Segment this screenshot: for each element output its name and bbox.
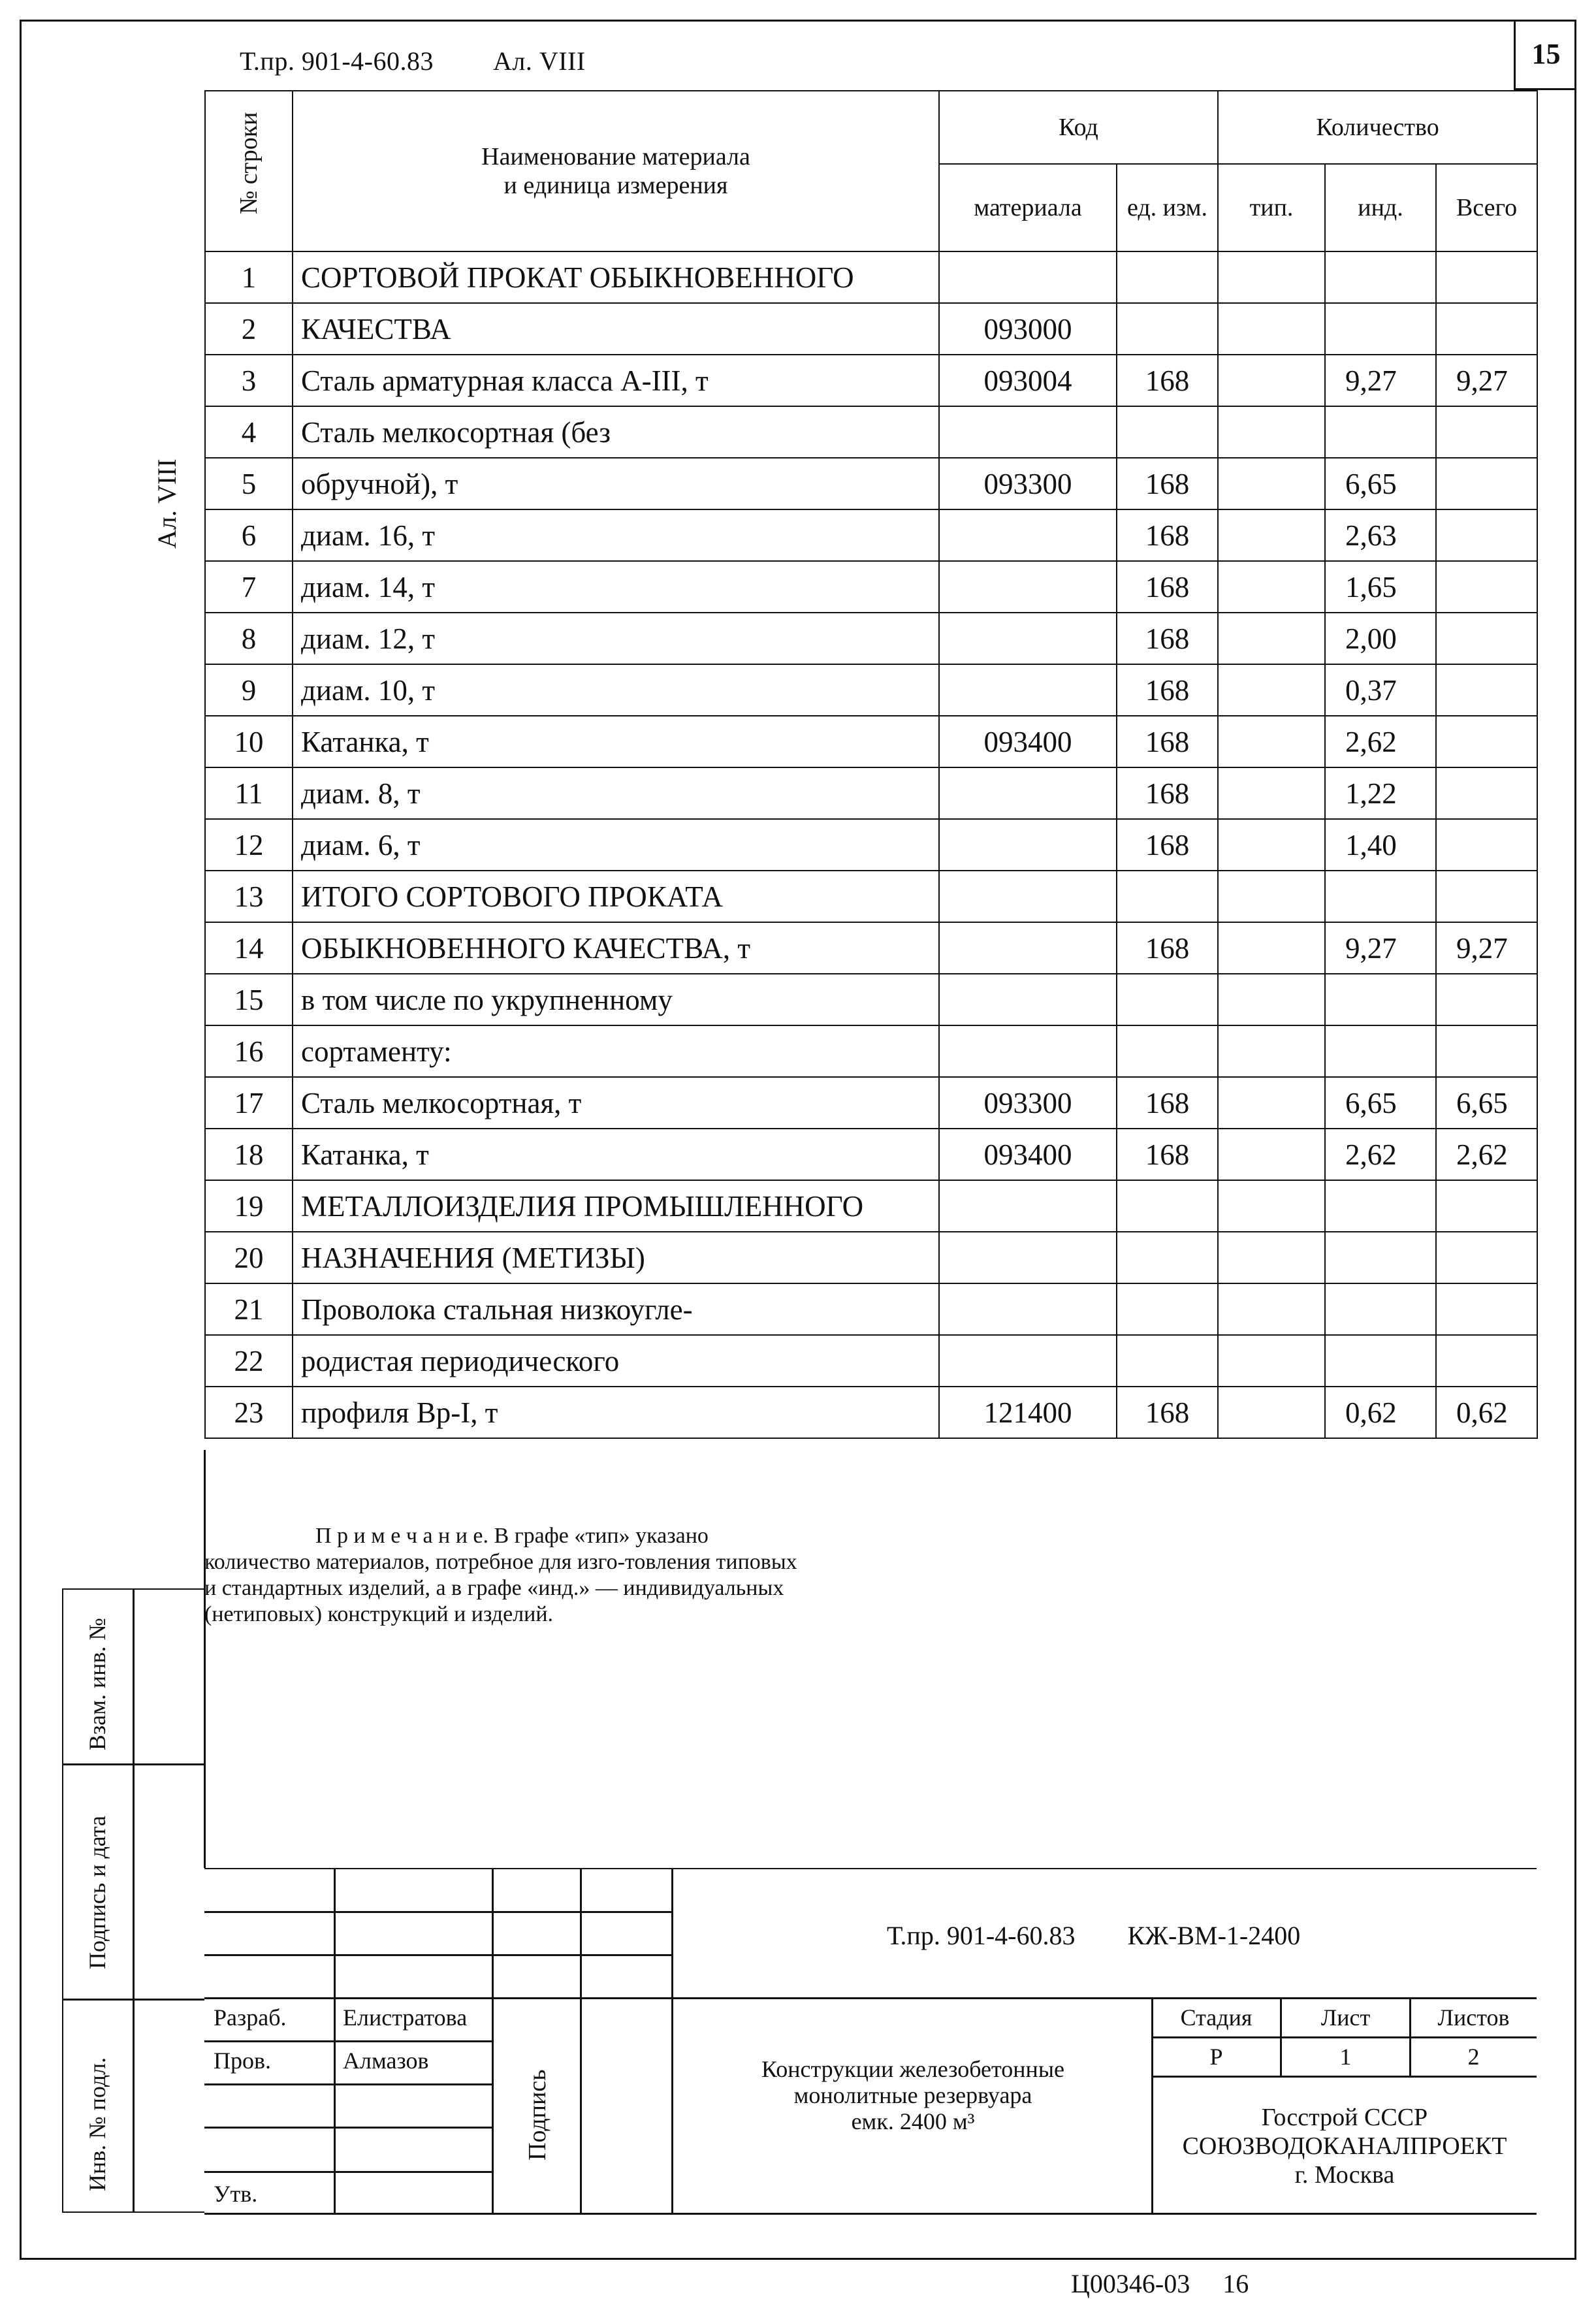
table-row — [205, 406, 1537, 458]
material-code-cell — [939, 509, 1117, 561]
qty-type-cell — [1218, 509, 1325, 561]
material-name-cell: диам. 10, т — [293, 664, 939, 716]
qty-type-cell — [1218, 1387, 1325, 1438]
material-name-cell: Катанка, т — [293, 716, 939, 767]
row-number-cell: 3 — [205, 355, 293, 406]
doc-ref: Т.пр. 901-4-60.83 — [240, 46, 434, 76]
material-name-cell: СОРТОВОЙ ПРОКАТ ОБЫКНОВЕННОГО — [293, 251, 939, 303]
qty-total-cell: 9,27 — [1436, 355, 1537, 406]
unit-code-cell — [1117, 1335, 1218, 1387]
row-number-cell: 18 — [205, 1129, 293, 1180]
project-title: Конструкции железобетонные монолитные резервуара емк. 2400 м³ — [761, 2056, 1064, 2134]
qty-total-cell — [1436, 819, 1537, 871]
side-stamp-vertical — [133, 1588, 135, 2213]
row-number-cell: 21 — [205, 1283, 293, 1335]
qty-type-cell — [1218, 871, 1325, 922]
inv-podl-label: Инв. № подл. — [84, 2057, 110, 2191]
material-name-cell: НАЗНАЧЕНИЯ (МЕТИЗЫ) — [293, 1232, 939, 1283]
material-name-cell: родистая периодического — [293, 1335, 939, 1387]
qty-total-cell — [1436, 974, 1537, 1025]
unit-code-cell: 168 — [1117, 664, 1218, 716]
qty-ind-cell — [1325, 871, 1436, 922]
col-row-no-header: № строки — [205, 91, 293, 251]
qty-total-cell — [1436, 1283, 1537, 1335]
qty-type-cell — [1218, 974, 1325, 1025]
qty-total-cell — [1436, 561, 1537, 613]
qty-ind-cell — [1325, 406, 1436, 458]
material-code-cell — [939, 251, 1117, 303]
razrab-label: Разраб. — [214, 2004, 287, 2031]
qty-total-cell — [1436, 1232, 1537, 1283]
material-name-cell: МЕТАЛЛОИЗДЕЛИЯ ПРОМЫШЛЕННОГО — [293, 1180, 939, 1232]
material-code-cell — [939, 974, 1117, 1025]
qty-ind-cell — [1325, 974, 1436, 1025]
qty-type-cell — [1218, 716, 1325, 767]
table-row — [205, 1180, 1537, 1232]
designation-code: КЖ-ВМ-1-2400 — [1127, 1921, 1301, 1950]
vzam-inv-label: Взам. инв. № — [84, 1618, 110, 1750]
qty-type-cell — [1218, 1077, 1325, 1129]
row-number-cell: 22 — [205, 1335, 293, 1387]
designation-ref: Т.пр. 901-4-60.83 — [887, 1921, 1076, 1950]
unit-code-cell — [1117, 303, 1218, 355]
note-text: В графе «тип» указано количество материалов, потребное для изго-товления типовых и стандартных изделий, а в графе «инд.» — индивидуальных (нетиповых) конструкций и изделий. — [204, 1524, 797, 1626]
qty-type-cell — [1218, 767, 1325, 819]
stadia-label: Стадия — [1180, 2004, 1253, 2031]
qty-ind-cell: 2,00 — [1325, 613, 1436, 664]
row-number-cell: 8 — [205, 613, 293, 664]
table-row — [205, 922, 1537, 974]
unit-code-cell — [1117, 871, 1218, 922]
qty-ind-cell: 6,65 — [1325, 458, 1436, 509]
table-row — [205, 355, 1537, 406]
material-code-cell — [939, 922, 1117, 974]
col-code-header: Код — [939, 91, 1218, 164]
material-code-cell — [939, 1335, 1117, 1387]
table-row — [205, 716, 1537, 767]
qty-type-cell — [1218, 561, 1325, 613]
material-code-cell — [939, 406, 1117, 458]
qty-total-cell — [1436, 767, 1537, 819]
table-row — [205, 1129, 1537, 1180]
material-code-cell — [939, 819, 1117, 871]
table-row — [205, 509, 1537, 561]
material-name-cell: профиля Вр-I, т — [293, 1387, 939, 1438]
unit-code-cell — [1117, 251, 1218, 303]
unit-code-cell — [1117, 1180, 1218, 1232]
qty-type-cell — [1218, 458, 1325, 509]
row-number-cell: 10 — [205, 716, 293, 767]
row-number-cell: 12 — [205, 819, 293, 871]
material-code-cell — [939, 1180, 1117, 1232]
materials-table — [204, 90, 1538, 1439]
organization: Госстрой СССР СОЮЗВОДОКАНАЛПРОЕКТ г. Москва — [1182, 2104, 1507, 2189]
material-code-cell — [939, 1283, 1117, 1335]
material-name-cell: диам. 16, т — [293, 509, 939, 561]
qty-type-cell — [1218, 1129, 1325, 1180]
row-number-cell: 4 — [205, 406, 293, 458]
unit-code-cell — [1117, 1025, 1218, 1077]
material-name-cell: обручной), т — [293, 458, 939, 509]
material-code-cell: 093000 — [939, 303, 1117, 355]
prov-label: Пров. — [214, 2048, 271, 2074]
row-number-cell: 20 — [205, 1232, 293, 1283]
row-number-cell: 19 — [205, 1180, 293, 1232]
material-name-cell: Сталь мелкосортная (без — [293, 406, 939, 458]
row-number-cell: 9 — [205, 664, 293, 716]
qty-total-cell — [1436, 303, 1537, 355]
razrab-name: Елистратова — [343, 2004, 468, 2031]
row-number-cell: 11 — [205, 767, 293, 819]
qty-type-cell — [1218, 1232, 1325, 1283]
row-number-cell: 13 — [205, 871, 293, 922]
material-name-cell: диам. 12, т — [293, 613, 939, 664]
table-row — [205, 819, 1537, 871]
material-name-cell: Проволока стальная низкоугле- — [293, 1283, 939, 1335]
material-name-cell: Сталь мелкосортная, т — [293, 1077, 939, 1129]
unit-code-cell — [1117, 974, 1218, 1025]
row-number-cell: 5 — [205, 458, 293, 509]
qty-total-cell: 6,65 — [1436, 1077, 1537, 1129]
row-number-cell: 2 — [205, 303, 293, 355]
qty-type-cell — [1218, 922, 1325, 974]
material-name-cell: сортаменту: — [293, 1025, 939, 1077]
table-row — [205, 1335, 1537, 1387]
material-name-cell: диам. 14, т — [293, 561, 939, 613]
material-code-cell: 093004 — [939, 355, 1117, 406]
qty-type-cell — [1218, 613, 1325, 664]
qty-type-cell — [1218, 303, 1325, 355]
row-number-cell: 14 — [205, 922, 293, 974]
table-row — [205, 767, 1537, 819]
listov-label: Листов — [1437, 2004, 1510, 2031]
col-qty-ind-header: инд. — [1325, 164, 1436, 251]
qty-ind-cell: 0,37 — [1325, 664, 1436, 716]
table-row — [205, 1232, 1537, 1283]
podpis-data-label: Подпись и дата — [84, 1816, 110, 1969]
material-name-cell: Сталь арматурная класса А-III, т — [293, 355, 939, 406]
unit-code-cell: 168 — [1117, 355, 1218, 406]
unit-code-cell: 168 — [1117, 561, 1218, 613]
col-qty-header: Количество — [1218, 91, 1537, 164]
material-code-cell — [939, 561, 1117, 613]
table-row — [205, 458, 1537, 509]
material-name-cell: диам. 6, т — [293, 819, 939, 871]
qty-ind-cell: 2,62 — [1325, 1129, 1436, 1180]
qty-type-cell — [1218, 355, 1325, 406]
material-code-cell: 093300 — [939, 1077, 1117, 1129]
col-name-header: Наименование материала и единица измерения — [293, 91, 939, 251]
qty-total-cell — [1436, 613, 1537, 664]
qty-ind-cell: 2,63 — [1325, 509, 1436, 561]
qty-ind-cell — [1325, 303, 1436, 355]
qty-type-cell — [1218, 664, 1325, 716]
qty-total-cell — [1436, 871, 1537, 922]
table-row — [205, 1387, 1537, 1438]
qty-type-cell — [1218, 819, 1325, 871]
list-label: Лист — [1320, 2004, 1371, 2031]
podpis-label: Подпись — [524, 2069, 551, 2161]
qty-total-cell — [1436, 664, 1537, 716]
unit-code-cell: 168 — [1117, 509, 1218, 561]
designation-line — [887, 1920, 1300, 1951]
qty-ind-cell — [1325, 1025, 1436, 1077]
qty-total-cell: 2,62 — [1436, 1129, 1537, 1180]
qty-ind-cell — [1325, 1335, 1436, 1387]
row-number-cell: 1 — [205, 251, 293, 303]
material-code-cell — [939, 664, 1117, 716]
material-code-cell — [939, 1025, 1117, 1077]
table-row — [205, 1077, 1537, 1129]
col-code-material-header: материала — [939, 164, 1117, 251]
material-code-cell — [939, 613, 1117, 664]
listov-value: 2 — [1467, 2044, 1480, 2070]
col-qty-total-header: Всего — [1436, 164, 1537, 251]
unit-code-cell: 168 — [1117, 767, 1218, 819]
unit-code-cell: 168 — [1117, 1387, 1218, 1438]
material-name-cell: в том числе по укрупненному — [293, 974, 939, 1025]
materials-table-body — [205, 251, 1537, 1438]
material-name-cell: ОБЫКНОВЕННОГО КАЧЕСТВА, т — [293, 922, 939, 974]
album-label: Ал. VIII — [492, 46, 586, 76]
qty-ind-cell: 1,22 — [1325, 767, 1436, 819]
material-code-cell: 093400 — [939, 716, 1117, 767]
qty-ind-cell: 2,62 — [1325, 716, 1436, 767]
unit-code-cell: 168 — [1117, 1129, 1218, 1180]
row-number-cell: 16 — [205, 1025, 293, 1077]
material-name-cell: ИТОГО СОРТОВОГО ПРОКАТА — [293, 871, 939, 922]
table-row — [205, 871, 1537, 922]
table-row — [205, 974, 1537, 1025]
qty-ind-cell — [1325, 1232, 1436, 1283]
qty-ind-cell: 1,40 — [1325, 819, 1436, 871]
table-row — [205, 251, 1537, 303]
unit-code-cell: 168 — [1117, 819, 1218, 871]
footer-code: Ц00346-03 16 — [1071, 2269, 1249, 2298]
material-code-cell — [939, 1232, 1117, 1283]
qty-total-cell: 0,62 — [1436, 1387, 1537, 1438]
qty-type-cell — [1218, 406, 1325, 458]
material-name-cell: диам. 8, т — [293, 767, 939, 819]
material-code-cell — [939, 871, 1117, 922]
side-album-label: Ал. VIII — [152, 458, 182, 549]
material-code-cell: 093400 — [939, 1129, 1117, 1180]
qty-ind-cell: 1,65 — [1325, 561, 1436, 613]
material-code-cell — [939, 767, 1117, 819]
qty-total-cell — [1436, 458, 1537, 509]
unit-code-cell: 168 — [1117, 613, 1218, 664]
stadia-value: Р — [1209, 2044, 1223, 2070]
table-row — [205, 1025, 1537, 1077]
unit-code-cell: 168 — [1117, 1077, 1218, 1129]
unit-code-cell — [1117, 1232, 1218, 1283]
row-number-cell: 15 — [205, 974, 293, 1025]
qty-type-cell — [1218, 1335, 1325, 1387]
qty-type-cell — [1218, 1025, 1325, 1077]
sheet-number: 15 — [1514, 20, 1576, 90]
unit-code-cell — [1117, 406, 1218, 458]
qty-total-cell — [1436, 251, 1537, 303]
note-paragraph — [204, 1523, 812, 1628]
qty-total-cell — [1436, 1335, 1537, 1387]
row-number-cell: 23 — [205, 1387, 293, 1438]
qty-total-cell — [1436, 509, 1537, 561]
qty-ind-cell — [1325, 1283, 1436, 1335]
table-row — [205, 1283, 1537, 1335]
qty-total-cell — [1436, 1180, 1537, 1232]
qty-total-cell — [1436, 716, 1537, 767]
header-line — [240, 46, 586, 76]
row-number-cell: 6 — [205, 509, 293, 561]
qty-ind-cell — [1325, 251, 1436, 303]
unit-code-cell: 168 — [1117, 922, 1218, 974]
qty-type-cell — [1218, 1180, 1325, 1232]
qty-ind-cell: 9,27 — [1325, 355, 1436, 406]
title-block — [204, 1868, 1537, 2213]
table-row — [205, 664, 1537, 716]
row-number-cell: 17 — [205, 1077, 293, 1129]
qty-total-cell — [1436, 406, 1537, 458]
utv-label: Утв. — [214, 2181, 258, 2207]
note-label: П р и м е ч а н и е. — [315, 1524, 489, 1548]
row-number-cell: 7 — [205, 561, 293, 613]
unit-code-cell: 168 — [1117, 458, 1218, 509]
qty-ind-cell: 0,62 — [1325, 1387, 1436, 1438]
table-row — [205, 561, 1537, 613]
material-code-cell: 093300 — [939, 458, 1117, 509]
col-qty-type-header: тип. — [1218, 164, 1325, 251]
qty-ind-cell — [1325, 1180, 1436, 1232]
qty-total-cell — [1436, 1025, 1537, 1077]
qty-total-cell: 9,27 — [1436, 922, 1537, 974]
qty-ind-cell: 9,27 — [1325, 922, 1436, 974]
prov-name: Алмазов — [343, 2048, 429, 2074]
material-code-cell: 121400 — [939, 1387, 1117, 1438]
table-row — [205, 613, 1537, 664]
list-value: 1 — [1339, 2044, 1352, 2070]
material-name-cell: Катанка, т — [293, 1129, 939, 1180]
unit-code-cell: 168 — [1117, 716, 1218, 767]
qty-type-cell — [1218, 251, 1325, 303]
qty-ind-cell: 6,65 — [1325, 1077, 1436, 1129]
col-code-unit-header: ед. изм. — [1117, 164, 1218, 251]
unit-code-cell — [1117, 1283, 1218, 1335]
qty-type-cell — [1218, 1283, 1325, 1335]
material-name-cell: КАЧЕСТВА — [293, 303, 939, 355]
table-row — [205, 303, 1537, 355]
